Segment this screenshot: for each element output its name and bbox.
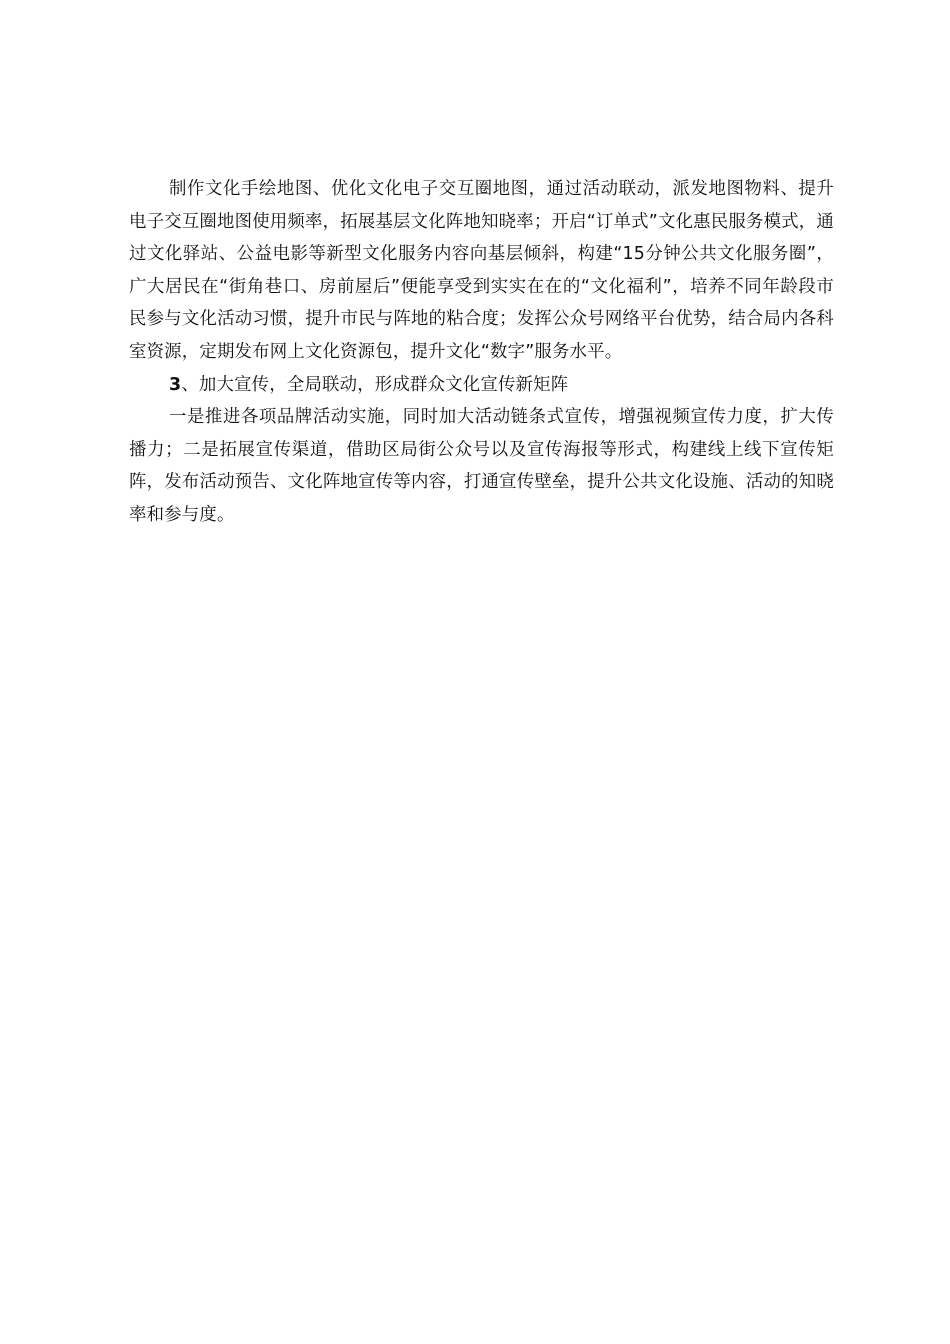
section-heading-text: 、加大宣传，全局联动，形成群众文化宣传新矩阵 (181, 374, 569, 395)
section-heading-number: 3 (169, 374, 182, 395)
body-paragraph: 制作文化手绘地图、优化文化电子交互圈地图，通过活动联动，派发地图物料、提升电子交互圈地图使用频率，拓展基层文化阵地知晓率；开启“订单式”文化惠民服务模式，通过文化驿站、公益电影等新型文化服务内容向基层倾斜，构建“15分钟公共文化服务圈”，广大居民在“街角巷口、房前屋后”便能享受到实实在在的“文化福利”，培养不同年龄段市民参与文化活动习惯，提升市民与阵地的粘合度；发挥公众号网络平台优势，结合局内各科室资源，定期发布网上文化资源包，提升文化“数字”服务水平。 (129, 179, 834, 362)
body-paragraph: 一是推进各项品牌活动实施，同时加大活动链条式宣传，增强视频宣传力度，扩大传播力；二是拓展宣传渠道，借助区局街公众号以及宣传海报等形式，构建线上线下宣传矩阵，发布活动预告、文化阵地宣传等内容，打通宣传壁垒，提升公共文化设施、活动的知晓率和参与度。 (129, 407, 834, 525)
document-body (129, 173, 834, 532)
section-heading (129, 369, 834, 402)
